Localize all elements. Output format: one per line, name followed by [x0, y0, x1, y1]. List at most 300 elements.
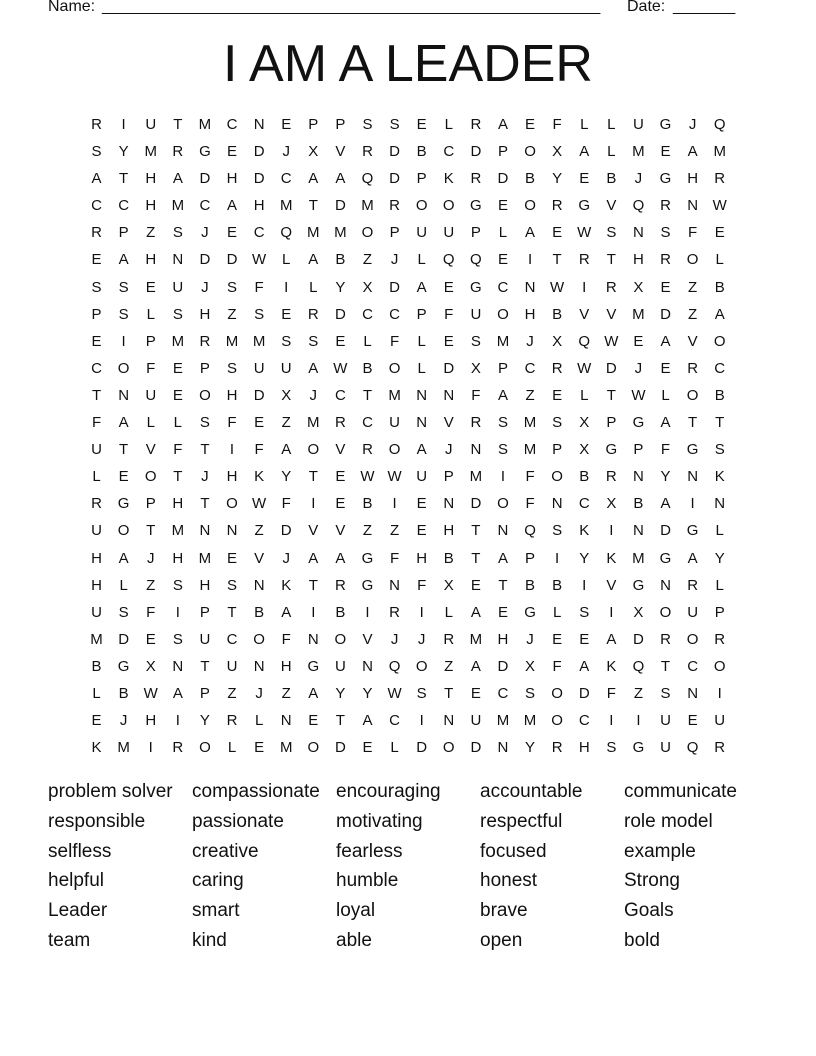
- grid-letter: S: [118, 278, 129, 296]
- grid-letter: D: [334, 739, 346, 757]
- grid-letter: P: [416, 170, 427, 188]
- grid-letter: R: [605, 468, 617, 486]
- grid-letter: O: [497, 305, 509, 323]
- grid-letter: O: [117, 359, 130, 377]
- grid-letter: U: [470, 305, 482, 323]
- grid-letter: E: [308, 712, 319, 730]
- grid-letter: J: [417, 630, 426, 648]
- word-list-item: Strong: [624, 870, 680, 892]
- grid-letter: O: [686, 386, 699, 404]
- grid-letter: D: [280, 522, 292, 540]
- grid-letter: W: [577, 359, 592, 377]
- grid-letter: Z: [444, 657, 454, 675]
- grid-letter: V: [335, 441, 346, 459]
- grid-letter: M: [469, 468, 483, 486]
- grid-letter: E: [335, 332, 346, 350]
- grid-letter: L: [363, 332, 372, 350]
- grid-letter: O: [388, 441, 401, 459]
- grid-letter: R: [714, 739, 726, 757]
- grid-letter: O: [551, 468, 563, 486]
- grid-letter: A: [579, 143, 590, 161]
- grid-letter: L: [607, 116, 616, 133]
- grid-letter: W: [387, 684, 402, 702]
- grid-letter: V: [335, 143, 346, 161]
- grid-letter: E: [443, 278, 454, 296]
- grid-letter: F: [552, 657, 562, 675]
- grid-letter: M: [90, 630, 103, 648]
- grid-letter: O: [307, 441, 320, 459]
- word-list-item: focused: [480, 840, 547, 862]
- grid-letter: P: [470, 224, 481, 242]
- grid-letter: S: [91, 278, 102, 296]
- grid-letter: L: [552, 603, 562, 621]
- grid-letter: L: [580, 386, 589, 404]
- word-list-item: brave: [480, 900, 528, 922]
- grid-letter: D: [253, 143, 265, 161]
- grid-letter: F: [688, 224, 698, 242]
- grid-letter: M: [117, 739, 130, 757]
- grid-letter: D: [253, 386, 265, 404]
- word-list-item: honest: [480, 870, 538, 892]
- grid-letter: F: [660, 441, 671, 459]
- word-list-item: accountable: [480, 781, 583, 802]
- grid-letter: J: [634, 170, 643, 188]
- grid-letter: G: [199, 143, 211, 161]
- grid-letter: P: [633, 441, 644, 459]
- grid-letter: B: [362, 495, 373, 513]
- grid-letter: J: [526, 630, 534, 648]
- grid-letter: N: [443, 386, 455, 404]
- grid-letter: E: [227, 224, 238, 242]
- grid-letter: N: [633, 468, 644, 486]
- grid-letter: D: [334, 197, 346, 215]
- grid-letter: L: [282, 251, 291, 269]
- grid-letter: J: [526, 332, 534, 350]
- grid-letter: S: [281, 332, 292, 350]
- grid-letter: L: [417, 359, 426, 377]
- grid-letter: U: [416, 224, 428, 242]
- grid-letter: M: [279, 739, 293, 757]
- grid-letter: Y: [118, 143, 129, 161]
- grid-letter: B: [118, 684, 129, 702]
- grid-letter: R: [307, 305, 319, 323]
- grid-letter: C: [578, 712, 590, 730]
- grid-letter: R: [470, 116, 482, 133]
- grid-letter: D: [497, 657, 509, 675]
- grid-letter: L: [390, 739, 399, 757]
- grid-letter: H: [91, 576, 102, 594]
- grid-letter: V: [606, 305, 617, 323]
- grid-letter: T: [606, 386, 616, 404]
- grid-letter: D: [226, 251, 238, 269]
- grid-letter: H: [145, 170, 157, 188]
- grid-letter: W: [252, 495, 267, 513]
- grid-letter: I: [419, 603, 424, 621]
- grid-letter: L: [661, 386, 670, 404]
- grid-letter: E: [416, 495, 427, 513]
- grid-letter: O: [144, 468, 157, 486]
- grid-letter: S: [172, 576, 183, 594]
- grid-letter: E: [579, 630, 590, 648]
- grid-letter: X: [443, 576, 454, 594]
- grid-letter: A: [714, 305, 725, 323]
- grid-letter: I: [365, 603, 370, 621]
- grid-letter: D: [470, 739, 482, 757]
- grid-letter: S: [362, 116, 373, 133]
- grid-letter: Y: [552, 170, 563, 188]
- grid-letter: S: [172, 305, 183, 323]
- grid-letter: L: [92, 468, 101, 486]
- grid-letter: O: [226, 495, 238, 513]
- grid-letter: V: [254, 549, 265, 567]
- grid-letter: X: [362, 278, 373, 296]
- grid-letter: H: [687, 170, 699, 188]
- grid-letter: M: [252, 332, 266, 350]
- grid-letter: J: [390, 630, 399, 648]
- grid-letter: S: [660, 224, 671, 242]
- word-list-item: able: [336, 929, 372, 951]
- grid-letter: H: [145, 197, 157, 215]
- grid-letter: W: [550, 278, 565, 296]
- grid-letter: J: [119, 712, 128, 730]
- grid-letter: E: [525, 116, 536, 133]
- grid-letter: T: [552, 251, 562, 269]
- grid-letter: R: [660, 251, 671, 269]
- grid-letter: R: [362, 441, 373, 459]
- grid-letter: E: [227, 143, 238, 161]
- grid-letter: O: [524, 143, 536, 161]
- grid-letter: B: [335, 251, 346, 269]
- grid-letter: A: [470, 603, 481, 621]
- grid-letter: T: [308, 468, 318, 486]
- grid-letter: A: [281, 441, 292, 459]
- grid-letter: N: [253, 576, 265, 594]
- grid-letter: E: [145, 278, 156, 296]
- grid-letter: O: [551, 684, 563, 702]
- grid-letter: E: [335, 495, 346, 513]
- word-list-item: smart: [192, 900, 240, 922]
- grid-letter: C: [524, 359, 536, 377]
- grid-letter: M: [523, 441, 537, 459]
- grid-letter: A: [497, 116, 508, 133]
- grid-letter: J: [445, 441, 453, 459]
- grid-letter: A: [308, 170, 319, 188]
- grid-letter: M: [632, 143, 645, 161]
- grid-letter: J: [634, 359, 643, 377]
- grid-letter: H: [253, 197, 265, 215]
- grid-letter: V: [335, 522, 346, 540]
- grid-letter: B: [606, 170, 617, 188]
- grid-letter: F: [444, 305, 454, 323]
- grid-letter: O: [415, 657, 428, 675]
- date-label: Date:: [627, 0, 666, 15]
- grid-letter: N: [253, 657, 265, 675]
- grid-letter: P: [606, 414, 617, 432]
- grid-letter: W: [333, 359, 348, 377]
- grid-letter: Y: [525, 739, 536, 757]
- grid-letter: U: [334, 657, 346, 675]
- grid-letter: D: [660, 305, 671, 323]
- grid-letter: Q: [388, 657, 401, 675]
- grid-letter: S: [552, 522, 563, 540]
- grid-letter: A: [172, 684, 183, 702]
- grid-letter: X: [633, 278, 644, 296]
- grid-letter: T: [335, 712, 345, 730]
- grid-letter: R: [687, 359, 699, 377]
- grid-letter: X: [579, 414, 590, 432]
- grid-letter: B: [633, 495, 644, 513]
- grid-letter: I: [311, 603, 316, 621]
- grid-letter: R: [660, 197, 671, 215]
- grid-letter: R: [443, 630, 455, 648]
- grid-letter: X: [308, 143, 319, 161]
- grid-letter: H: [199, 576, 211, 594]
- grid-letter: X: [470, 359, 481, 377]
- grid-letter: Z: [389, 522, 400, 540]
- grid-letter: L: [173, 414, 182, 432]
- grid-letter: N: [497, 522, 509, 540]
- grid-letter: U: [280, 359, 292, 377]
- grid-letter: F: [281, 630, 291, 648]
- grid-letter: V: [443, 414, 454, 432]
- grid-letter: G: [361, 576, 374, 594]
- grid-letter: U: [226, 657, 238, 675]
- grid-letter: G: [470, 197, 482, 215]
- word-list-item: compassionate: [192, 781, 320, 802]
- grid-letter: A: [335, 549, 346, 567]
- grid-letter: L: [417, 251, 426, 269]
- grid-letter: R: [91, 224, 102, 242]
- grid-letter: L: [715, 251, 724, 269]
- grid-letter: G: [578, 197, 591, 215]
- grid-letter: D: [443, 359, 455, 377]
- grid-letter: E: [362, 739, 373, 757]
- grid-letter: C: [118, 197, 130, 215]
- grid-letter: N: [524, 278, 536, 296]
- grid-letter: E: [470, 576, 481, 594]
- grid-letter: C: [226, 116, 238, 133]
- grid-letter: R: [389, 603, 400, 621]
- grid-letter: A: [118, 414, 129, 432]
- grid-letter: L: [146, 305, 155, 323]
- grid-letter: T: [308, 197, 318, 215]
- grid-letter: Y: [660, 468, 671, 486]
- word-list-item: fearless: [336, 840, 403, 862]
- grid-letter: P: [552, 441, 563, 459]
- grid-letter: R: [199, 332, 211, 350]
- grid-letter: T: [362, 386, 373, 404]
- grid-letter: D: [605, 359, 617, 377]
- grid-letter: P: [497, 143, 508, 161]
- grid-letter: Q: [442, 251, 455, 269]
- grid-letter: E: [172, 359, 183, 377]
- grid-letter: J: [309, 386, 318, 404]
- grid-letter: N: [199, 522, 211, 540]
- grid-letter: O: [334, 630, 347, 648]
- grid-letter: D: [199, 251, 211, 269]
- grid-letter: B: [552, 576, 563, 594]
- grid-letter: S: [227, 359, 238, 377]
- grid-letter: P: [199, 684, 210, 702]
- grid-letter: A: [579, 657, 590, 675]
- grid-letter: P: [118, 224, 129, 242]
- grid-letter: V: [687, 332, 698, 350]
- grid-letter: X: [552, 143, 563, 161]
- grid-letter: C: [714, 359, 726, 377]
- grid-letter: S: [525, 684, 536, 702]
- grid-letter: L: [607, 143, 616, 161]
- grid-letter: I: [175, 603, 180, 621]
- grid-letter: S: [552, 414, 563, 432]
- grid-letter: F: [146, 359, 156, 377]
- grid-letter: F: [281, 495, 291, 513]
- grid-letter: E: [552, 386, 563, 404]
- grid-letter: I: [690, 495, 695, 513]
- grid-letter: I: [311, 495, 316, 513]
- grid-letter: C: [199, 197, 211, 215]
- grid-letter: Y: [579, 549, 590, 567]
- grid-letter: T: [715, 414, 725, 432]
- grid-letter: N: [172, 251, 184, 269]
- grid-letter: M: [523, 712, 537, 730]
- word-list-item: Goals: [624, 900, 674, 922]
- grid-letter: K: [443, 170, 454, 188]
- grid-letter: T: [200, 657, 210, 675]
- grid-letter: Y: [362, 684, 373, 702]
- word-list-item: team: [48, 929, 91, 951]
- grid-letter: S: [714, 441, 725, 459]
- grid-letter: D: [118, 630, 130, 648]
- grid-letter: R: [578, 251, 590, 269]
- grid-letter: P: [416, 305, 427, 323]
- grid-letter: A: [687, 143, 698, 161]
- grid-letter: Q: [632, 657, 645, 675]
- grid-letter: K: [91, 739, 102, 757]
- grid-letter: A: [606, 630, 617, 648]
- grid-letter: A: [281, 603, 292, 621]
- grid-letter: Q: [280, 224, 293, 242]
- grid-letter: K: [281, 576, 292, 594]
- grid-letter: S: [254, 305, 265, 323]
- grid-letter: J: [390, 251, 399, 269]
- grid-letter: C: [578, 495, 590, 513]
- grid-letter: O: [199, 386, 211, 404]
- grid-letter: Q: [686, 739, 699, 757]
- grid-letter: F: [525, 495, 535, 513]
- grid-letter: T: [498, 576, 508, 594]
- grid-letter: U: [91, 522, 102, 540]
- grid-letter: Z: [254, 522, 264, 540]
- grid-letter: L: [309, 278, 318, 296]
- grid-letter: N: [714, 495, 726, 513]
- grid-letter: A: [362, 712, 373, 730]
- grid-letter: H: [226, 170, 238, 188]
- grid-letter: O: [524, 197, 536, 215]
- grid-letter: O: [442, 197, 455, 215]
- grid-letter: R: [389, 197, 400, 215]
- grid-letter: C: [497, 278, 509, 296]
- grid-letter: M: [632, 549, 645, 567]
- grid-letter: U: [91, 441, 102, 459]
- grid-letter: M: [307, 224, 320, 242]
- word-list-item: humble: [336, 870, 399, 892]
- grid-letter: S: [172, 630, 183, 648]
- grid-letter: N: [687, 468, 699, 486]
- grid-letter: I: [582, 576, 587, 594]
- grid-letter: M: [171, 522, 185, 540]
- grid-letter: T: [173, 468, 183, 486]
- grid-letter: Y: [199, 712, 210, 730]
- word-list-item: passionate: [192, 810, 284, 832]
- grid-letter: T: [200, 441, 210, 459]
- grid-letter: J: [255, 684, 263, 702]
- grid-letter: N: [633, 224, 644, 242]
- grid-letter: K: [254, 468, 265, 486]
- grid-letter: Q: [524, 522, 536, 540]
- grid-letter: E: [660, 278, 671, 296]
- grid-letter: B: [714, 386, 725, 404]
- grid-letter: X: [525, 657, 536, 675]
- grid-letter: Z: [146, 576, 156, 594]
- grid-letter: H: [578, 739, 590, 757]
- grid-letter: P: [308, 116, 319, 133]
- word-list-item: encouraging: [336, 781, 441, 802]
- grid-letter: R: [714, 170, 726, 188]
- grid-letter: G: [605, 441, 618, 459]
- grid-letter: A: [227, 197, 238, 215]
- grid-letter: U: [172, 278, 184, 296]
- grid-letter: P: [389, 224, 400, 242]
- name-field-line: ________________________________________________________: [102, 0, 601, 15]
- grid-letter: N: [307, 630, 319, 648]
- grid-letter: K: [606, 549, 617, 567]
- grid-letter: I: [717, 684, 722, 702]
- grid-letter: Z: [281, 414, 291, 432]
- grid-letter: A: [118, 549, 129, 567]
- grid-letter: R: [714, 630, 726, 648]
- grid-letter: I: [609, 603, 614, 621]
- grid-letter: R: [172, 739, 184, 757]
- grid-letter: A: [660, 332, 671, 350]
- grid-letter: S: [118, 305, 129, 323]
- grid-letter: J: [688, 116, 697, 133]
- grid-letter: A: [470, 657, 481, 675]
- grid-letter: B: [416, 143, 427, 161]
- grid-letter: G: [470, 278, 482, 296]
- grid-letter: Z: [633, 684, 643, 702]
- grid-letter: X: [145, 657, 156, 675]
- grid-letter: J: [201, 468, 209, 486]
- grid-letter: D: [389, 170, 400, 188]
- grid-letter: C: [334, 386, 346, 404]
- grid-letter: E: [227, 549, 238, 567]
- grid-letter: S: [606, 739, 617, 757]
- grid-letter: E: [281, 116, 292, 133]
- grid-letter: A: [308, 251, 319, 269]
- grid-letter: F: [173, 441, 183, 459]
- word-list: [48, 781, 768, 960]
- grid-letter: D: [334, 305, 346, 323]
- grid-letter: T: [227, 603, 237, 621]
- grid-letter: I: [229, 441, 235, 459]
- grid-letter: S: [389, 116, 400, 133]
- grid-letter: E: [579, 170, 590, 188]
- grid-letter: I: [284, 278, 289, 296]
- grid-letter: L: [444, 603, 453, 621]
- grid-letter: S: [227, 576, 238, 594]
- grid-letter: G: [659, 170, 672, 188]
- grid-letter: Z: [688, 305, 698, 323]
